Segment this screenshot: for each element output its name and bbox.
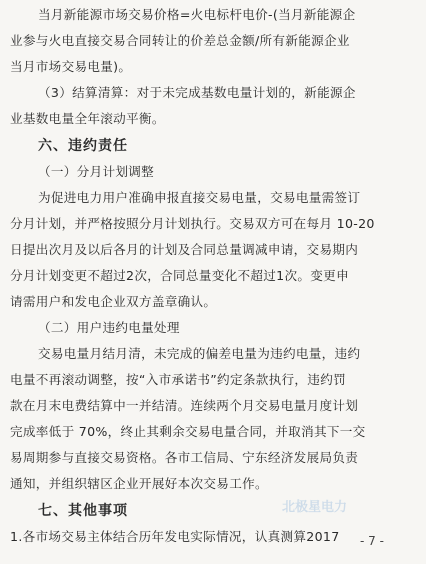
text-line: 分月计划变更不超过2次，合同总量变化不超过1次。变更申 [10, 268, 349, 283]
text-line: 请需用户和发电企业双方盖章确认。 [10, 294, 217, 309]
text-line: 易周期参与直接交易资格。各市工信局、宁东经济发展局负责 [10, 450, 359, 465]
text-line: 完成率低于 70%，终止其剩余交易电量合同，并取消其下一交 [10, 424, 366, 439]
section-heading: 六、违约责任 [38, 138, 128, 154]
text-line: 电量不再滚动调整，按“入市承诺书”约定条款执行，违约罚 [10, 372, 346, 387]
text-line: 分月计划，并严格按照分月计划执行。交易双方可在每月 10-20 [10, 216, 375, 231]
text-line: （3）结算清算：对于未完成基数电量计划的，新能源企 [38, 85, 356, 100]
subsection-heading: （二）用户违约电量处理 [38, 320, 180, 335]
text-line: 日提出次月及以后各月的计划及合同总量调减申请，交易期内 [10, 242, 359, 257]
section-heading: 七、其他事项 [38, 503, 128, 519]
text-line: 当月新能源市场交易价格=火电标杆电价-(当月新能源企 [38, 7, 356, 22]
text-line: 通知，并组织辖区企业开展好本次交易工作。 [10, 476, 268, 491]
watermark: 北极星电力 [282, 500, 348, 515]
text-line: 业基数电量全年滚动平衡。 [10, 111, 165, 126]
text-line: 当月市场交易电量)。 [10, 59, 132, 74]
text-line: 业参与火电直接交易合同转让的价差总金额/所有新能源企业 [10, 33, 350, 48]
text-line: 1.各市场交易主体结合历年发电实际情况，认真测算2017 [10, 529, 340, 544]
text-line: 交易电量月结月清，未完成的偏差电量为违约电量，违约 [38, 346, 361, 361]
subsection-heading: （一）分月计划调整 [38, 164, 155, 179]
page-number: - 7 - [360, 534, 384, 548]
text-line: 款在月末电费结算中一并结清。连续两个月交易电量月度计划 [10, 398, 359, 413]
text-line: 为促进电力用户准确申报直接交易电量，交易电量需签订 [38, 190, 361, 205]
